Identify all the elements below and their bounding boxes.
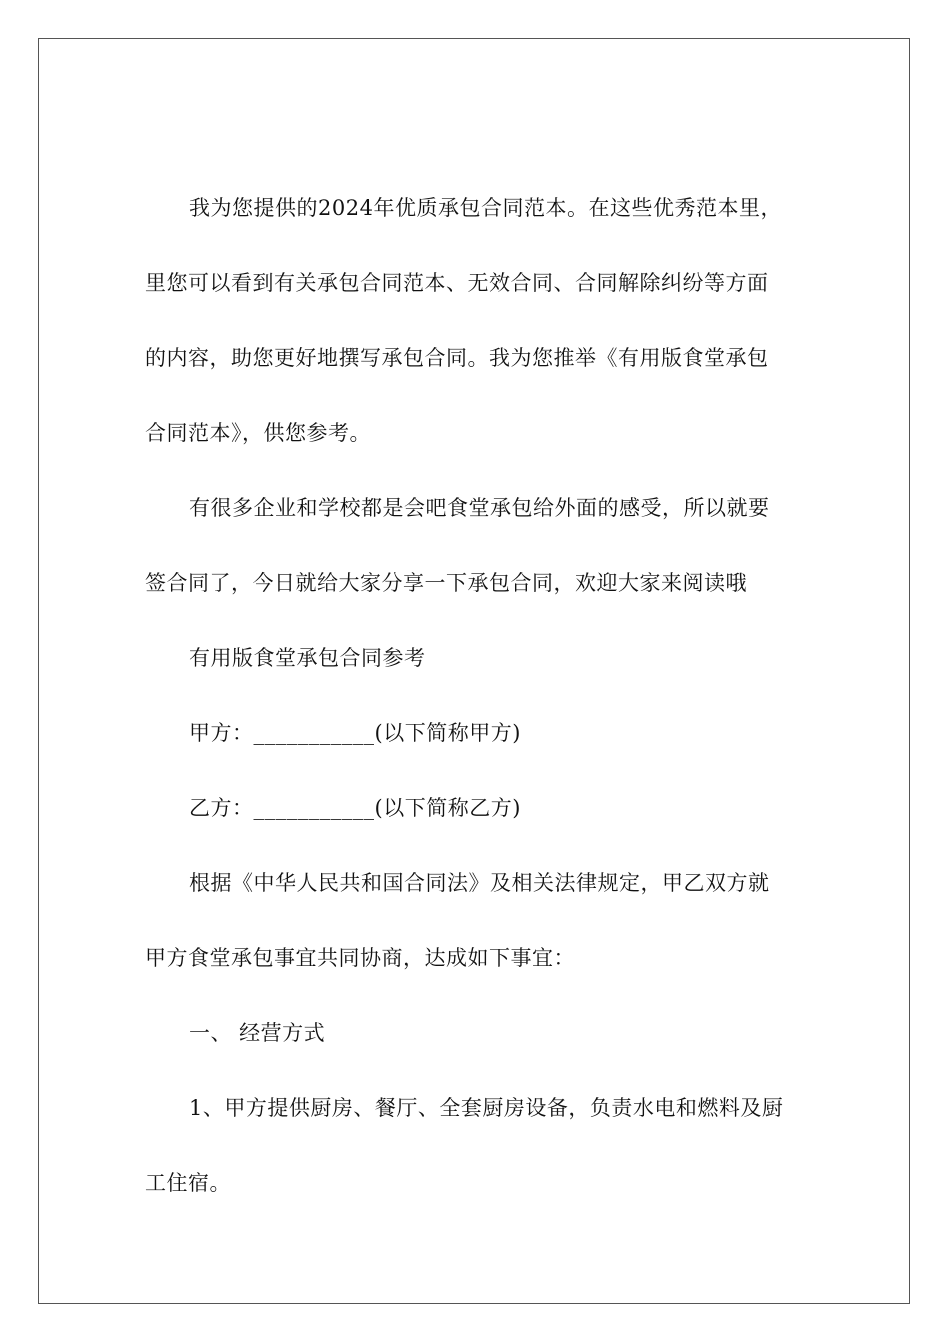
section-heading-operation-mode: 一、 经营方式 [189,1021,326,1045]
clause-1-line-1: 1、甲方提供厨房、餐厅、全套厨房设备，负责水电和燃料及厨 [189,1096,784,1120]
contract-title: 有用版食堂承包合同参考 [189,646,426,670]
intro-paragraph-line-1: 我为您提供的2024年优质承包合同范本。在这些优秀范本里， [189,196,782,220]
party-a-field: 甲方：___________(以下简称甲方) [189,721,521,745]
legal-basis-line-1: 根据《中华人民共和国合同法》及相关法律规定，甲乙双方就 [189,871,770,895]
intro-paragraph-line-2: 里您可以看到有关承包合同范本、无效合同、合同解除纠纷等方面 [145,271,769,295]
party-b-field: 乙方：___________(以下简称乙方) [189,796,521,820]
legal-basis-line-2: 甲方食堂承包事宜共同协商，达成如下事宜： [145,946,575,970]
intro-paragraph-line-3: 的内容，助您更好地撰写承包合同。我为您推举《有用版食堂承包 [145,346,769,370]
second-paragraph-line-2: 签合同了，今日就给大家分享一下承包合同，欢迎大家来阅读哦 [145,571,747,595]
clause-1-line-2: 工住宿。 [145,1171,231,1195]
second-paragraph-line-1: 有很多企业和学校都是会吧食堂承包给外面的感受，所以就要 [189,496,770,520]
intro-paragraph-line-4: 合同范本》，供您参考。 [145,421,371,445]
